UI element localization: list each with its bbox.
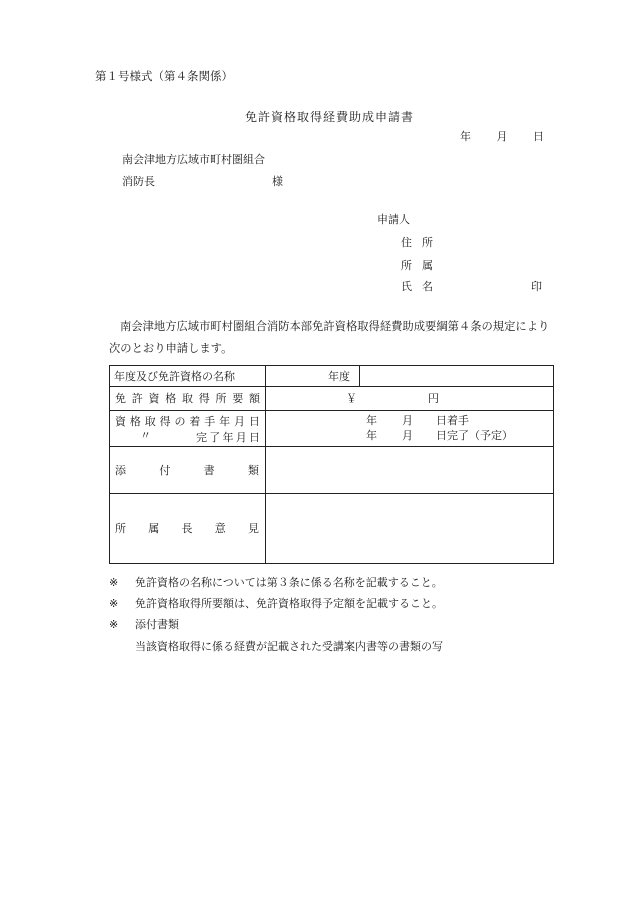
ditto-mark: 〃 [140, 428, 151, 442]
table-row [110, 493, 554, 563]
supervisor-opinion-label: 所 属 長 意 見 [110, 493, 266, 563]
table-row [110, 447, 554, 494]
end-year: 年 [366, 428, 377, 442]
attachments-label: 添 付 書 類 [110, 447, 266, 494]
date-day: 日 [533, 130, 544, 143]
table-row [110, 366, 554, 387]
table-row [110, 410, 554, 447]
period-cell[interactable] [266, 410, 554, 447]
attachments-cell[interactable] [266, 447, 554, 494]
fiscal-year-label: 年度 [328, 370, 350, 383]
table-row [110, 387, 554, 410]
form-number: 第１号様式（第４条関係） [95, 69, 233, 83]
applicant-name-label: 氏 名 [401, 280, 433, 293]
note-2: ※ 免許資格取得所要額は、免許資格取得予定額を記載すること。 [109, 597, 443, 610]
note-1: ※ 免許資格の名称については第３条に係る名称を記載すること。 [109, 576, 443, 589]
addressee-chief: 消防長 [122, 175, 155, 188]
yen-sign: ￥ [346, 392, 357, 406]
body-text-line2: 次のとおり申請します。 [109, 342, 233, 355]
body-text-line1: 南会津地方広域市町村圏組合消防本部免許資格取得経費助成要綱第４条の規定により [120, 320, 550, 333]
supervisor-opinion-cell[interactable] [266, 493, 554, 563]
start-day: 日着手 [436, 413, 469, 427]
date-line [460, 130, 544, 143]
note-3: ※ 添付書類 [109, 618, 179, 631]
license-name-label: 年度及び免許資格の名称 [110, 366, 266, 387]
start-month: 月 [402, 413, 413, 427]
attachment-detail: 当該資格取得に係る経費が記載された受講案内書等の書類の写 [135, 640, 443, 653]
start-year: 年 [366, 413, 377, 427]
applicant-affiliation-label: 所 属 [401, 259, 433, 272]
end-month: 月 [402, 428, 413, 442]
applicant-heading: 申請人 [377, 213, 410, 226]
period-label: 資 格 取 得 の 着 手 年 月 日 〃 完 了 年 月 日 [110, 410, 266, 447]
document-title: 免許資格取得経費助成申請書 [245, 110, 415, 124]
addressee-org: 南会津地方広域市町村圏組合 [122, 153, 265, 166]
applicant-address-label: 住 所 [401, 236, 433, 249]
addressee-honorific: 様 [272, 175, 283, 188]
seal-mark: 印 [531, 280, 542, 293]
date-month: 月 [496, 130, 508, 143]
yen-unit: 円 [428, 392, 439, 406]
required-amount-label: 免 許 資 格 取 得 所 要 額 [110, 387, 266, 410]
end-day: 日完了（予定） [436, 428, 513, 442]
required-amount-cell[interactable] [266, 387, 554, 410]
application-table [109, 365, 554, 564]
date-year: 年 [460, 130, 471, 143]
license-name-cell[interactable] [266, 366, 554, 387]
fiscal-year-divider [359, 365, 360, 387]
